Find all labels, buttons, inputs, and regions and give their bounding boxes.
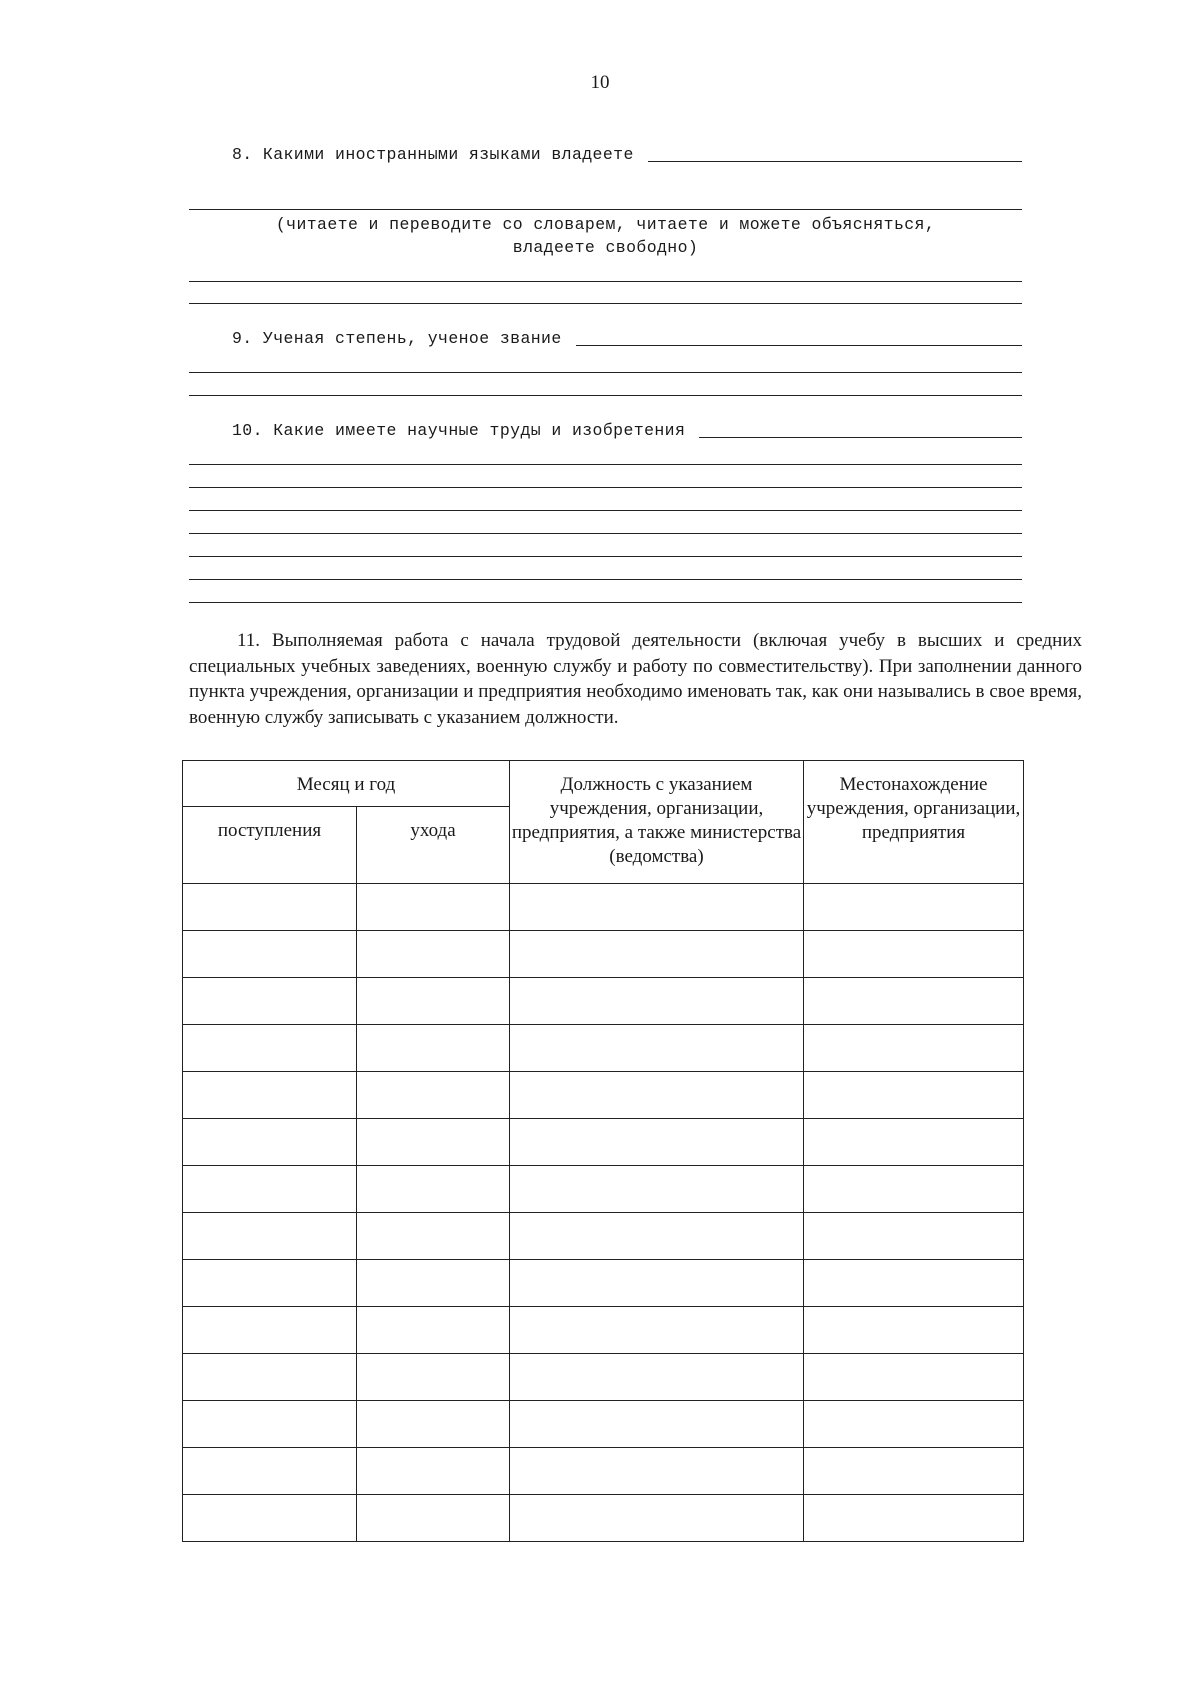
exit-date-cell[interactable] (357, 1307, 510, 1354)
location-cell[interactable] (804, 1448, 1024, 1495)
position-cell[interactable] (510, 1166, 804, 1213)
exit-date-cell[interactable] (357, 1025, 510, 1072)
position-cell[interactable] (510, 1260, 804, 1307)
table-row (183, 1495, 1024, 1542)
location-cell[interactable] (804, 1072, 1024, 1119)
entry-date-cell[interactable] (183, 1354, 357, 1401)
exit-date-cell[interactable] (357, 978, 510, 1025)
q9-answer-line-2[interactable] (189, 395, 1022, 396)
location-cell[interactable] (804, 1260, 1024, 1307)
entry-date-cell[interactable] (183, 1307, 357, 1354)
exit-date-cell[interactable] (357, 931, 510, 978)
q9-label: 9. Ученая степень, ученое звание (232, 329, 562, 348)
position-cell[interactable] (510, 1213, 804, 1260)
entry-date-cell[interactable] (183, 1025, 357, 1072)
entry-date-cell[interactable] (183, 931, 357, 978)
location-cell[interactable] (804, 1025, 1024, 1072)
exit-date-cell[interactable] (357, 1401, 510, 1448)
table-row (183, 884, 1024, 931)
entry-date-cell[interactable] (183, 1448, 357, 1495)
q11-text: 11. Выполняемая работа с начала трудовой деятельности (включая учебу в высших и средних специальных учебных заведениях, военную службу и работу по совместительству). При заполнении данного пункта учреждения, организации и предприятия необходимо именовать так, как они назывались в свое время, военную службу записывать с указанием должности. (189, 630, 1082, 728)
table-row (183, 1072, 1024, 1119)
q8-label: 8. Какими иностранными языками владеете (232, 145, 634, 164)
header-location: Местонахождение учреждения, организации, предприятия (804, 761, 1024, 884)
position-cell[interactable] (510, 931, 804, 978)
q10-answer-line-3[interactable] (189, 510, 1022, 511)
location-cell[interactable] (804, 1119, 1024, 1166)
entry-date-cell[interactable] (183, 1401, 357, 1448)
location-cell[interactable] (804, 1401, 1024, 1448)
q10-answer-line-5[interactable] (189, 556, 1022, 557)
table-row (183, 1448, 1024, 1495)
exit-date-cell[interactable] (357, 1260, 510, 1307)
position-cell[interactable] (510, 1307, 804, 1354)
q8-hint-line-2: владеете свободно) (512, 238, 699, 257)
header-position: Должность с указанием учреждения, организации, предприятия, а также министерства (ведомства) (510, 761, 804, 884)
position-cell[interactable] (510, 1072, 804, 1119)
q10-row (232, 421, 1022, 440)
q8-answer-line-2[interactable] (189, 281, 1022, 282)
table-row (183, 1401, 1024, 1448)
work-history-body (183, 884, 1024, 1542)
table-row (183, 1166, 1024, 1213)
entry-date-cell[interactable] (183, 1072, 357, 1119)
location-cell[interactable] (804, 1354, 1024, 1401)
q8-row (232, 145, 1022, 164)
header-month-year: Месяц и год (183, 761, 510, 807)
q9-row (232, 329, 1022, 348)
entry-date-cell[interactable] (183, 1119, 357, 1166)
table-row (183, 978, 1024, 1025)
position-cell[interactable] (510, 1354, 804, 1401)
q8-hint-line-1: (читаете и переводите со словарем, читаете и можете объясняться, (275, 215, 936, 234)
q8-hint (189, 213, 1022, 259)
entry-date-cell[interactable] (183, 978, 357, 1025)
exit-date-cell[interactable] (357, 1354, 510, 1401)
q10-answer-line-1[interactable] (189, 464, 1022, 465)
q10-answer-line-2[interactable] (189, 487, 1022, 488)
q10-answer-line-4[interactable] (189, 533, 1022, 534)
exit-date-cell[interactable] (357, 1213, 510, 1260)
position-cell[interactable] (510, 1495, 804, 1542)
position-cell[interactable] (510, 1119, 804, 1166)
q9-answer-field[interactable] (576, 344, 1022, 346)
q8-answer-line-3[interactable] (189, 303, 1022, 304)
exit-date-cell[interactable] (357, 1072, 510, 1119)
q10-answer-line-6[interactable] (189, 579, 1022, 580)
q8-answer-field[interactable] (648, 160, 1022, 162)
entry-date-cell[interactable] (183, 1260, 357, 1307)
header-entry: поступления (183, 807, 357, 884)
location-cell[interactable] (804, 931, 1024, 978)
table-row (183, 1119, 1024, 1166)
table-row (183, 1354, 1024, 1401)
exit-date-cell[interactable] (357, 1119, 510, 1166)
exit-date-cell[interactable] (357, 1495, 510, 1542)
page-number: 10 (590, 72, 610, 93)
q10-answer-field[interactable] (699, 436, 1022, 438)
table-row (183, 1260, 1024, 1307)
entry-date-cell[interactable] (183, 1213, 357, 1260)
exit-date-cell[interactable] (357, 884, 510, 931)
q8-answer-line-1[interactable] (189, 209, 1022, 210)
location-cell[interactable] (804, 1166, 1024, 1213)
table-row (183, 1213, 1024, 1260)
work-history-table (182, 760, 1024, 1542)
position-cell[interactable] (510, 1401, 804, 1448)
location-cell[interactable] (804, 1495, 1024, 1542)
table-row (183, 1307, 1024, 1354)
header-exit: ухода (357, 807, 510, 884)
table-row (183, 931, 1024, 978)
position-cell[interactable] (510, 1448, 804, 1495)
q10-answer-line-7[interactable] (189, 602, 1022, 603)
exit-date-cell[interactable] (357, 1448, 510, 1495)
table-row (183, 1025, 1024, 1072)
entry-date-cell[interactable] (183, 884, 357, 931)
location-cell[interactable] (804, 884, 1024, 931)
location-cell[interactable] (804, 978, 1024, 1025)
position-cell[interactable] (510, 884, 804, 931)
position-cell[interactable] (510, 1025, 804, 1072)
location-cell[interactable] (804, 1307, 1024, 1354)
location-cell[interactable] (804, 1213, 1024, 1260)
q9-answer-line-1[interactable] (189, 372, 1022, 373)
q10-label: 10. Какие имеете научные труды и изобретения (232, 421, 686, 440)
exit-date-cell[interactable] (357, 1166, 510, 1213)
position-cell[interactable] (510, 978, 804, 1025)
entry-date-cell[interactable] (183, 1166, 357, 1213)
entry-date-cell[interactable] (183, 1495, 357, 1542)
